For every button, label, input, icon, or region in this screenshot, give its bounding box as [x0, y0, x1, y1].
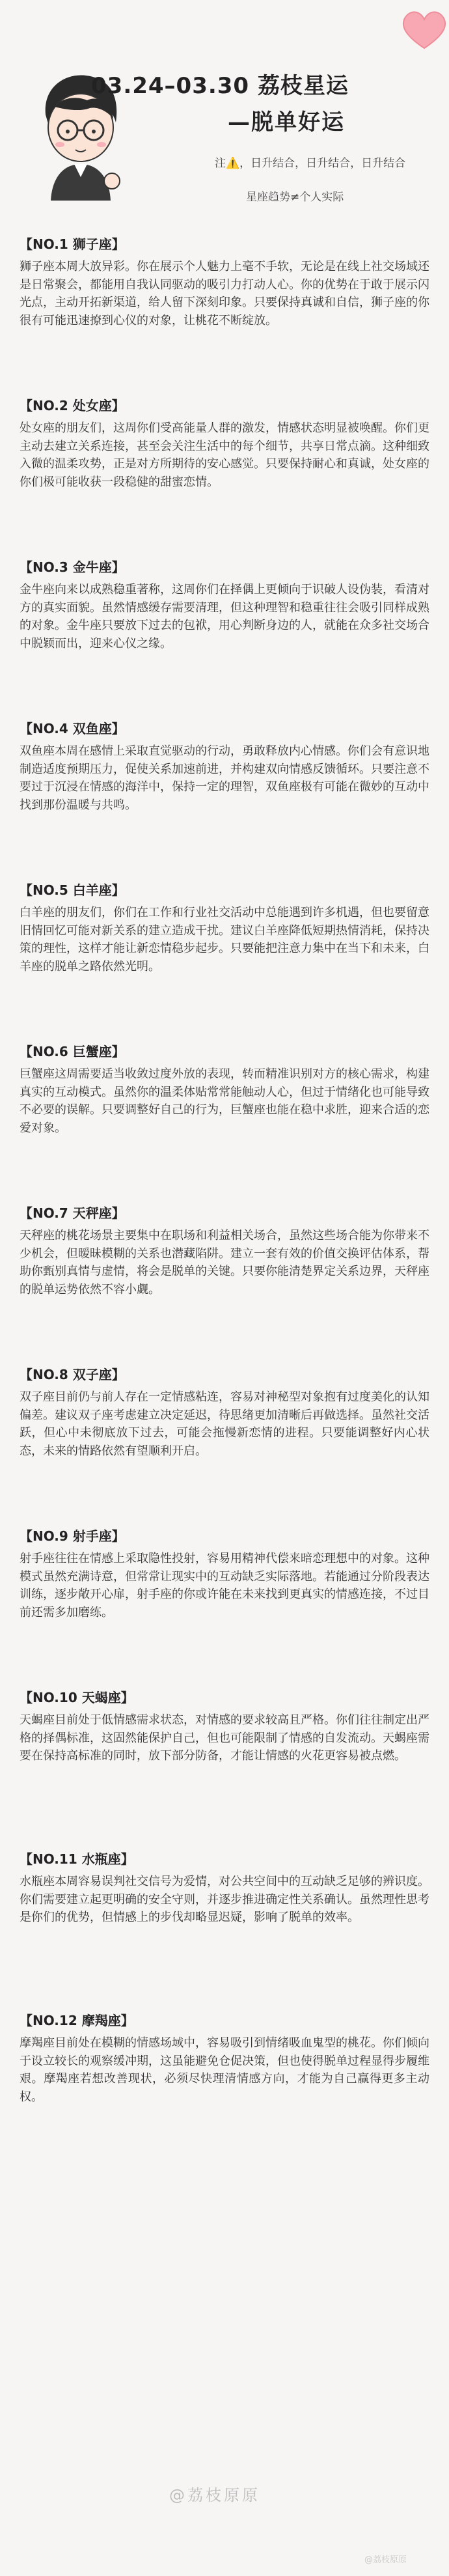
sign-section	[20, 1688, 429, 1765]
sign-title: 【NO.5 白羊座】	[20, 882, 125, 898]
corner-watermark: @荔枝原原	[364, 2555, 407, 2565]
watermark: @荔枝原原	[169, 2486, 260, 2504]
sign-title: 【NO.3 金牛座】	[20, 559, 125, 575]
sign-title: 【NO.7 天秤座】	[20, 1205, 125, 1221]
sign-section	[20, 557, 429, 652]
sign-title: 【NO.1 狮子座】	[20, 236, 125, 252]
sign-title: 【NO.9 射手座】	[20, 1528, 125, 1544]
sign-text: 双鱼座本周在感情上采取直觉驱动的行动，勇敢释放内心情感。你们会有意识地制造适度预期压力，促使关系加速前进，并构建双向情感反馈循环。只要注意不要过于沉浸在情感的海洋中，保持一定的理智，双鱼座极有可能在微妙的互动中找到那份温暖与共鸣。	[20, 744, 429, 812]
sign-section	[20, 396, 429, 491]
header-note: 星座趋势≠个人实际	[246, 191, 344, 204]
sign-title: 【NO.11 水瓶座】	[20, 1851, 134, 1867]
sign-text: 狮子座本周大放异彩。你在展示个人魅力上毫不手软，无论是在线上社交场域还是日常聚会，都能用自我认同驱动的吸引力打动人心。你的优势在于敢于展示闪光点，主动开拓新渠道，给人留下深刻印象。只要保持真诚和自信，狮子座的你很有可能迅速撩到心仪的对象，让桃花不断绽放。	[20, 260, 429, 328]
sign-section	[20, 1849, 429, 1927]
sign-text: 双子座目前仍与前人存在一定情感粘连，容易对神秘型对象抱有过度美化的认知偏差。建议双子座考虑建立决定延迟，待思绪更加清晰后再做选择。虽然社交活跃，但心中未彻底放下过去，可能会拖慢新恋情的进程。只要能调整好内心状态，未来的情路依然有望顺利开启。	[20, 1390, 429, 1458]
sign-section	[20, 234, 429, 329]
sign-text: 处女座的朋友们，这周你们受高能量人群的激发，情感状态明显被唤醒。你们更主动去建立关系连接，甚至会关注生活中的每个细节，共享日常点滴。这种细致入微的温柔攻势，正是对方所期待的安心感觉。只要保持耐心和真诚，处女座的你们极可能收获一段稳健的甜蜜恋情。	[20, 421, 429, 489]
header	[0, 0, 449, 234]
page-subtitle: —脱单好运	[228, 109, 345, 135]
sign-section	[20, 2011, 429, 2106]
sign-text: 天蝎座目前处于低情感需求状态，对情感的要求较高且严格。你们往往制定出严格的择偶标准，这固然能保护自己，但也可能限制了情感的自发流动。天蝎座需要在保持高标准的同时，放下部分防备，才能让情感的火花更容易被点燃。	[20, 1713, 429, 1763]
page-title: 03.24–03.30 荔枝星运	[91, 73, 349, 99]
sign-title: 【NO.8 双子座】	[20, 1367, 125, 1382]
heart-icon	[398, 7, 449, 52]
sign-section	[20, 1042, 429, 1137]
sign-title: 【NO.10 天蝎座】	[20, 1690, 134, 1705]
sign-text: 天秤座的桃花场景主要集中在职场和利益相关场合，虽然这些场合能为你带来不少机会，但暧昧模糊的关系也潜藏陷阱。建立一套有效的价值交换评估体系，帮助你甄别真情与虚情，将会是脱单的关键。只要你能清楚界定关系边界，天秤座的脱单运势依然不容小觑。	[20, 1229, 429, 1296]
sign-text: 巨蟹座这周需要适当收敛过度外放的表现，转而精准识别对方的核心需求，构建真实的互动模式。虽然你的温柔体贴常常能触动人心，但过于情绪化也可能导致不必要的误解。只要调整好自己的行为，巨蟹座也能在稳中求胜，迎来合适的恋爱对象。	[20, 1067, 429, 1135]
sign-section	[20, 1526, 429, 1621]
sign-text: 射手座往往在情感上采取隐性投射，容易用精神代偿来暗恋理想中的对象。这种模式虽然充满诗意，但常常让现实中的互动缺乏实际落地。若能通过分阶段表达训练，逐步敞开心扉，射手座的你或许能在未来找到更真实的情感连接，不过目前还需多加磨练。	[20, 1552, 429, 1619]
sign-section	[20, 719, 429, 814]
sign-title: 【NO.6 巨蟹座】	[20, 1044, 125, 1059]
sign-section	[20, 880, 429, 975]
sign-section	[20, 1365, 429, 1460]
sign-title: 【NO.12 摩羯座】	[20, 2013, 134, 2028]
header-note: 注⚠️，日升结合，日升结合，日升结合	[215, 157, 406, 170]
sign-title: 【NO.2 处女座】	[20, 398, 125, 413]
sign-section	[20, 1203, 429, 1298]
sign-text: 白羊座的朋友们，你们在工作和行业社交活动中总能遇到许多机遇，但也要留意旧情回忆可能对新关系的建立造成干扰。建议白羊座降低短期热情消耗，保持决策的理性，这样才能让新恋情稳步起步。只要能把注意力集中在当下和未来，白羊座的脱单之路依然光明。	[20, 906, 429, 973]
sign-text: 水瓶座本周容易误判社交信号为爱情，对公共空间中的互动缺乏足够的辨识度。你们需要建立起更明确的安全守则，并逐步推进确定性关系确认。虽然理性思考是你们的优势，但情感上的步伐却略显迟疑，影响了脱单的效率。	[20, 1875, 429, 1924]
sign-text: 摩羯座目前处在模糊的情感场域中，容易吸引到情绪吸血鬼型的桃花。你们倾向于设立较长的观察缓冲期，这虽能避免仓促决策，但也使得脱单过程显得步履维艰。摩羯座若想改善现状，必须尽快理清情感方向，才能为自己赢得更多主动权。	[20, 2036, 429, 2104]
sign-title: 【NO.4 双鱼座】	[20, 721, 125, 736]
sign-text: 金牛座向来以成熟稳重著称，这周你们在择偶上更倾向于识破人设伪装，看清对方的真实面貌。虽然情感缓存需要清理，但这种理智和稳重往往会吸引同样成熟的对象。金牛座只要放下过去的包袱，用心判断身边的人，就能在众多社交场合中脱颖而出，迎来心仪之缘。	[20, 583, 429, 651]
